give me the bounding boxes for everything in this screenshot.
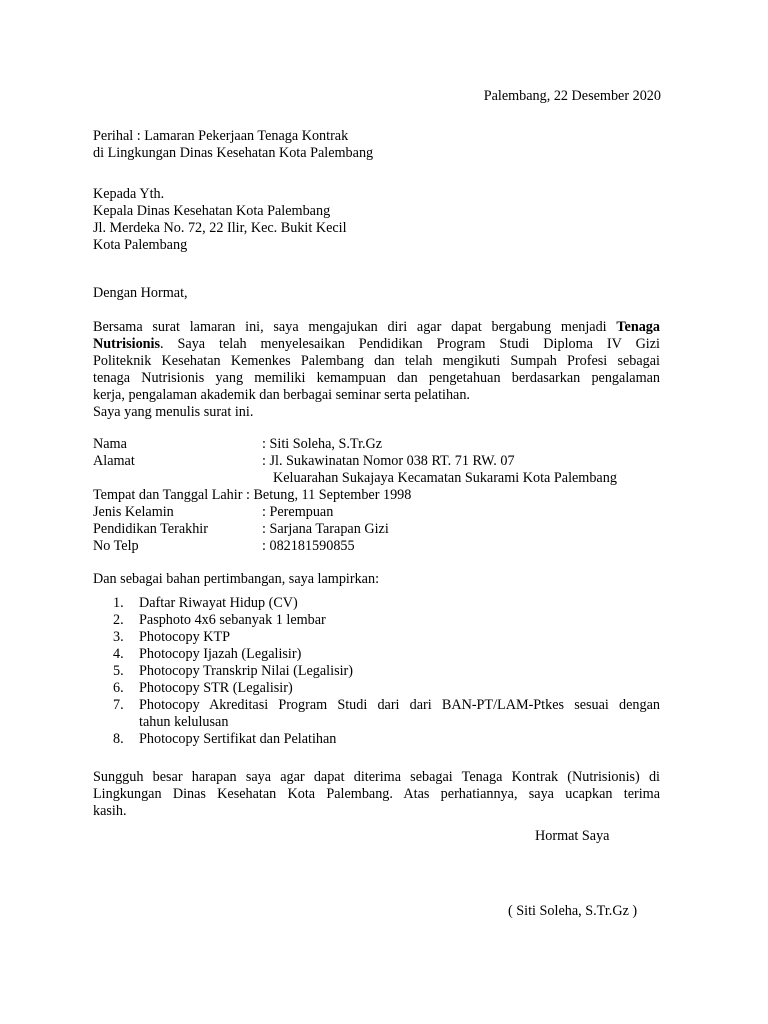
- list-item: [113, 646, 660, 663]
- subject-line: Perihal : Lamaran Pekerjaan Tenaga Kontrak: [93, 128, 349, 144]
- list-number: 2.: [113, 612, 124, 628]
- detail-value: : Jl. Sukawinatan Nomor 038 RT. 71 RW. 07: [262, 453, 515, 469]
- list-item: [113, 663, 660, 680]
- attachments-list: [113, 595, 660, 748]
- list-number: 6.: [113, 680, 124, 696]
- intro-bold: Nutrisionis: [93, 336, 161, 352]
- detail-label: Pendidikan Terakhir: [93, 521, 208, 537]
- recipient-line: Jl. Merdeka No. 72, 22 Ilir, Kec. Bukit Kecil: [93, 220, 347, 236]
- recipient-block: [93, 186, 347, 254]
- detail-label: Nama: [93, 436, 127, 452]
- list-text: tahun kelulusan: [139, 714, 229, 730]
- list-text: Photocopy Ijazah (Legalisir): [139, 646, 302, 662]
- recipient-line: Kota Palembang: [93, 237, 188, 253]
- recipient-line: Kepada Yth.: [93, 186, 165, 202]
- closing-line: Sungguh besar harapan saya agar dapat diterima sebagai Tenaga Kontrak (Nutrisionis) di: [93, 769, 660, 785]
- list-number: 1.: [113, 595, 124, 611]
- list-text: Photocopy KTP: [139, 629, 231, 645]
- list-item: [113, 595, 660, 612]
- detail-value: : Perempuan: [262, 504, 334, 520]
- greeting: Dengan Hormat,: [93, 285, 188, 301]
- intro-line: Politeknik Kesehatan Kemenkes Palembang dan telah mengikuti Sumpah Profesi sebagai: [93, 353, 660, 369]
- list-number: 8.: [113, 731, 124, 747]
- signoff: Hormat Saya: [535, 828, 610, 844]
- closing-line: Lingkungan Dinas Kesehatan Kota Palembang. Atas perhatiannya, saya ucapkan terima: [93, 786, 660, 802]
- list-text: Pasphoto 4x6 sebanyak 1 lembar: [139, 612, 326, 628]
- subject-block: [93, 128, 373, 162]
- detail-label: [93, 487, 411, 504]
- list-item: [113, 680, 660, 697]
- list-item: [113, 612, 660, 629]
- detail-value: : Siti Soleha, S.Tr.Gz: [262, 436, 383, 452]
- intro-line: Saya yang menulis surat ini.: [93, 404, 254, 420]
- recipient-line: Kepala Dinas Kesehatan Kota Palembang: [93, 203, 331, 219]
- signature-name: ( Siti Soleha, S.Tr.Gz ): [508, 903, 638, 919]
- attachments-intro: Dan sebagai bahan pertimbangan, saya lampirkan:: [93, 571, 380, 587]
- detail-label: No Telp: [93, 538, 139, 554]
- letter-date: Palembang, 22 Desember 2020: [483, 88, 661, 104]
- list-number: 7.: [113, 697, 124, 713]
- list-number: 4.: [113, 646, 124, 662]
- list-item: [113, 697, 660, 731]
- list-text: Photocopy Sertifikat dan Pelatihan: [139, 731, 337, 747]
- detail-value: Keluarahan Sukajaya Kecamatan Sukarami Kota Palembang: [273, 470, 617, 486]
- list-item: [113, 629, 660, 646]
- closing-line: kasih.: [93, 803, 127, 819]
- list-item: [113, 731, 660, 748]
- list-text: Photocopy STR (Legalisir): [139, 680, 293, 696]
- detail-value: : Sarjana Tarapan Gizi: [262, 521, 389, 537]
- intro-line: [93, 319, 660, 336]
- intro-text: . Saya telah menyelesaikan Pendidikan Program Studi Diploma IV Gizi: [160, 336, 660, 352]
- list-number: 3.: [113, 629, 124, 645]
- intro-text: Bersama surat lamaran ini, saya mengajukan diri agar dapat bergabung menjadi: [93, 319, 607, 335]
- subject-line: di Lingkungan Dinas Kesehatan Kota Palembang: [93, 145, 374, 161]
- intro-bold: Tenaga: [616, 319, 660, 335]
- detail-value: : 082181590855: [262, 538, 355, 554]
- intro-line: kerja, pengalaman akademik dan berbagai seminar serta pelatihan.: [93, 387, 470, 403]
- list-number: 5.: [113, 663, 124, 679]
- list-text: Photocopy Akreditasi Program Studi dari dari BAN-PT/LAM-Ptkes sesuai dengan: [139, 697, 660, 713]
- detail-label: Alamat: [93, 453, 135, 469]
- closing-paragraph: [93, 769, 660, 820]
- intro-line: [93, 336, 660, 353]
- detail-value: : Betung, 11 September 1998: [245, 487, 412, 503]
- intro-paragraph: [93, 319, 660, 421]
- detail-label-text: Tempat dan Tanggal Lahir: [93, 487, 243, 503]
- detail-label: Jenis Kelamin: [93, 504, 174, 520]
- list-text: Photocopy Transkrip Nilai (Legalisir): [139, 663, 353, 679]
- intro-line: tenaga Nutrisionis yang memiliki kemampuan dan pengetahuan berdasarkan pengalaman: [93, 370, 660, 386]
- list-text: Daftar Riwayat Hidup (CV): [139, 595, 298, 611]
